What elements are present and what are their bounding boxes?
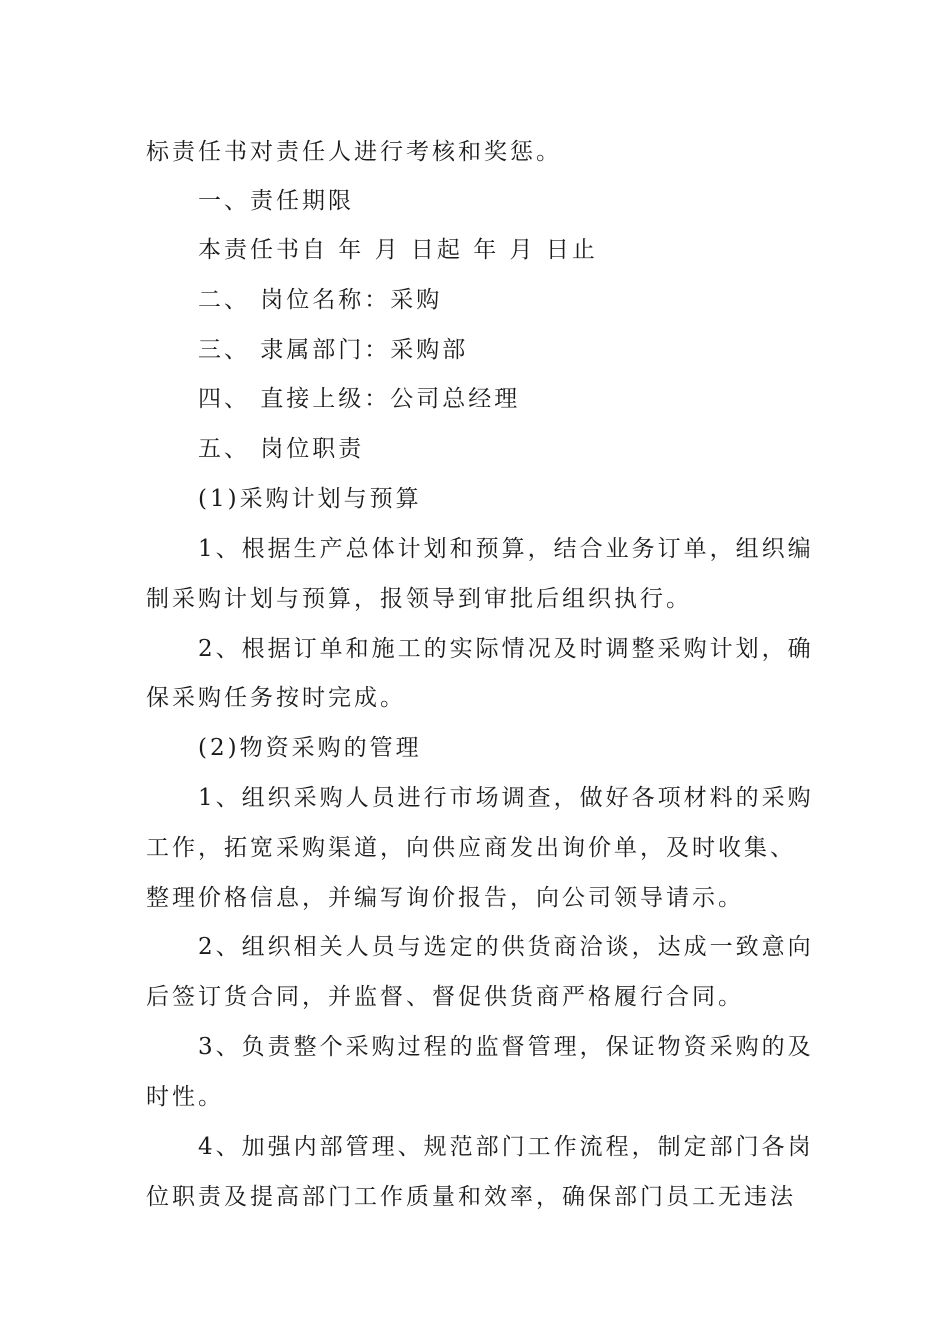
text-line: 2、组织相关人员与选定的供货商洽谈，达成一致意向 xyxy=(198,934,814,960)
text-line: 制采购计划与预算，报领导到审批后组织执行。 xyxy=(146,586,692,612)
heading-term: 一、责任期限 xyxy=(198,188,354,214)
text-line: 整理价格信息，并编写询价报告，向公司领导请示。 xyxy=(146,885,744,911)
heading-duties: 五、 岗位职责 xyxy=(198,436,365,462)
heading-department: 三、 隶属部门：采购部 xyxy=(198,337,469,363)
text-line: 标责任书对责任人进行考核和奖惩。 xyxy=(146,139,562,165)
text-line: 本责任书自 年 月 日起 年 月 日止 xyxy=(198,237,598,263)
text-line: 1、根据生产总体计划和预算，结合业务订单，组织编 xyxy=(198,536,814,562)
text-line: 保采购任务按时完成。 xyxy=(146,685,406,711)
text-line: 4、加强内部管理、规范部门工作流程，制定部门各岗 xyxy=(198,1134,814,1160)
subheading-plan-budget: (1)采购计划与预算 xyxy=(198,486,422,512)
text-line: 时性。 xyxy=(146,1084,224,1110)
text-line: 后签订货合同，并监督、督促供货商严格履行合同。 xyxy=(146,984,744,1010)
text-line: 3、负责整个采购过程的监督管理，保证物资采购的及 xyxy=(198,1034,814,1060)
text-line: 工作，拓宽采购渠道，向供应商发出询价单，及时收集、 xyxy=(146,835,796,861)
heading-position-name: 二、 岗位名称：采购 xyxy=(198,287,443,313)
text-line: 2、根据订单和施工的实际情况及时调整采购计划，确 xyxy=(198,636,814,662)
text-line: 位职责及提高部门工作质量和效率，确保部门员工无违法 xyxy=(146,1184,796,1210)
subheading-material-purchase: (2)物资采购的管理 xyxy=(198,735,422,761)
heading-supervisor: 四、 直接上级：公司总经理 xyxy=(198,386,521,412)
text-line: 1、组织采购人员进行市场调查，做好各项材料的采购 xyxy=(198,785,814,811)
